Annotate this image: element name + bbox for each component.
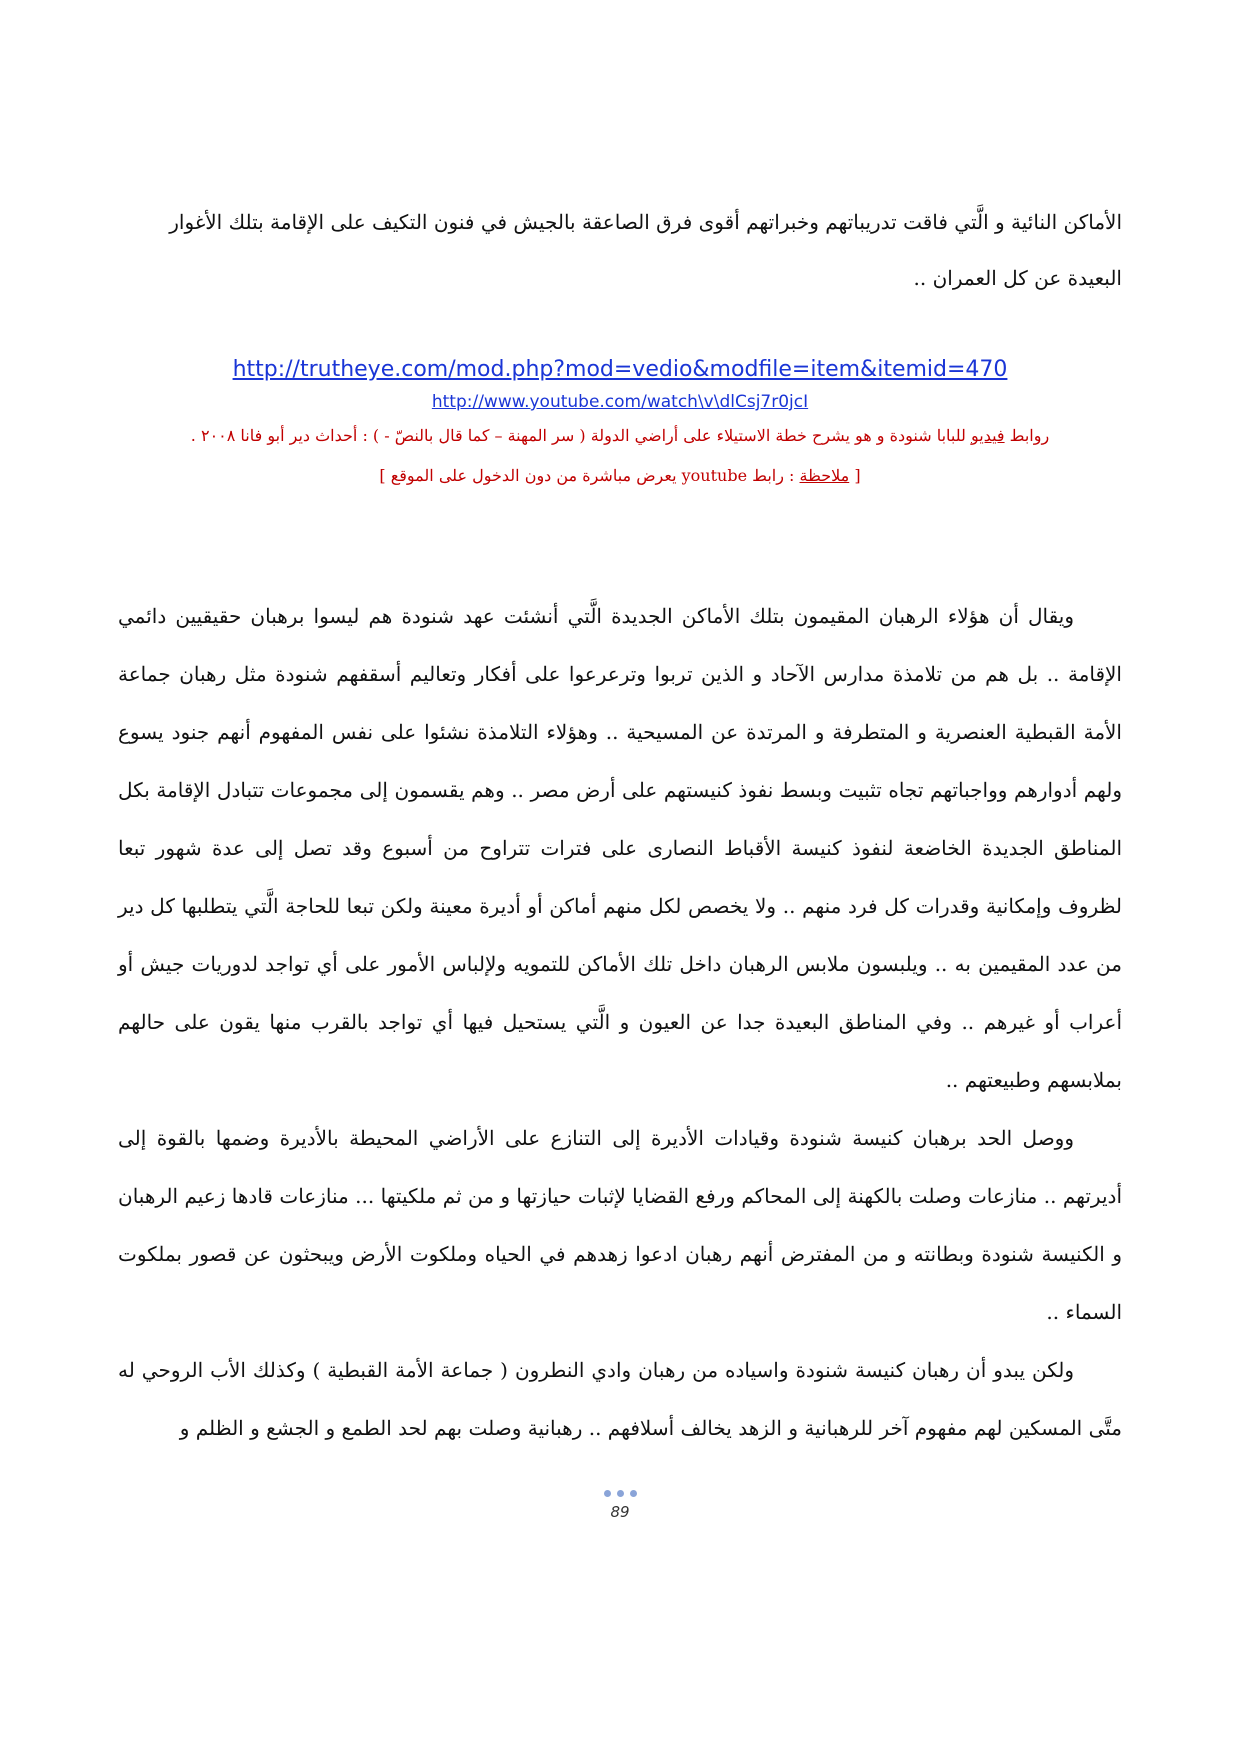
youtube-link[interactable]: http://www.youtube.com/watch\v\dlCsj7r0jcI	[431, 392, 809, 412]
body-paragraph: ووصل الحد برهبان كنيسة شنودة وقيادات الأديرة إلى التنازع على الأراضي المحيطة بالأديرة وضمها بالقوة إلى أديرتهم .. منازعات وصلت بالكهنة إلى المحاكم ورفع القضايا لإثبات حيازتها و من ثم ملكيتها ... منازعات قادها زعيم الرهبان و الكنيسة شنودة وبطانته و من المفترض أنهم رهبان ادعوا زهدهم في الحياه وملكوت الأرض ويبحثون عن قصور بملكوت السماء ..	[118, 1126, 1122, 1324]
note-underlined-word: ملاحظة	[799, 466, 850, 485]
note-underlined-word: فيديو	[970, 426, 1005, 445]
note-text: روابط	[1004, 426, 1050, 445]
main-text	[118, 587, 1122, 1457]
body-paragraph: ولكن يبدو أن رهبان كنيسة شنودة واسياده من رهبان وادي النطرون ( جماعة الأمة القبطية ) وكذلك الأب الروحي له متَّى المسكين لهم مفهوم آخر للرهبانية و الزهد يخالف أسلافهم .. رهبانية وصلت بهم لحد الطمع و الجشع و الظلم و	[118, 1358, 1122, 1440]
dot	[604, 1490, 611, 1497]
remark-note	[118, 456, 1122, 496]
body-paragraph: ويقال أن هؤلاء الرهبان المقيمون بتلك الأماكن الجديدة الَّتي أنشئت عهد شنودة هم ليسوا برهبان حقيقيين دائمي الإقامة .. بل هم من تلامذة مدارس الآحاد و الذين تربوا وترعرعوا على أفكار وتعاليم أسقفهم شنودة مثل رهبان جماعة الأمة القبطية العنصرية و المتطرفة و المرتدة عن المسيحية .. وهؤلاء التلامذة نشئوا على نفس المفهوم أنهم جنود يسوع ولهم أدوارهم وواجباتهم تجاه تثبيت وبسط نفوذ كنيستهم على أرض مصر .. وهم يقسمون إلى مجموعات تتبادل الإقامة بكل المناطق الجديدة الخاضعة لنفوذ كنيسة الأقباط النصارى على فترات تتراوح من أسبوع وقد تصل إلى عدة شهور تبعا لظروف وإمكانية وقدرات كل فرد منهم .. ولا يخصص لكل منهم أماكن أو أديرة معينة ولكن تبعا للحاجة الَّتي يتطلبها كل دير من عدد المقيمين به .. ويلبسون ملابس الرهبان داخل تلك الأماكن للتمويه ولإلباس الأمور على أي تواجد لدوريات جيش أو أعراب أو غيرهم .. وفي المناطق البعيدة جدا عن العيون و الَّتي يستحيل فيها أي تواجد بالقرب منها يقون على حالهم بملابسهم وطبيعتهم ..	[118, 604, 1123, 1092]
page-footer	[0, 1482, 1240, 1521]
trutheye-link[interactable]: http://trutheye.com/mod.php?mod=vedio&modfile=item&itemid=470	[232, 357, 1008, 382]
dot	[617, 1490, 624, 1497]
video-links-note	[118, 416, 1122, 456]
intro-line: الأماكن النائية و الَّتي فاقت تدريباتهم وخبراتهم أقوى فرق الصاعقة بالجيش في فنون التكيف على الإقامة بتلك الأغوار	[169, 210, 1122, 234]
footer-dots-ornament	[604, 1490, 637, 1497]
intro-line: البعيدة عن كل العمران ..	[913, 266, 1122, 290]
page-number: 89	[610, 1503, 630, 1521]
note-text: للبابا شنودة و هو يشرح خطة الاستيلاء على أراضي الدولة ( سر المهنة – كما قال بالنصّ - ) : أحداث دير أبو فانا ٢٠٠٨ .	[190, 426, 971, 445]
links-section	[118, 352, 1122, 496]
note-text: : رابط youtube يعرض مباشرة من دون الدخول على الموقع ]	[379, 466, 800, 485]
dot	[630, 1490, 637, 1497]
intro-paragraph	[118, 194, 1122, 306]
note-bracket: [	[849, 466, 861, 485]
